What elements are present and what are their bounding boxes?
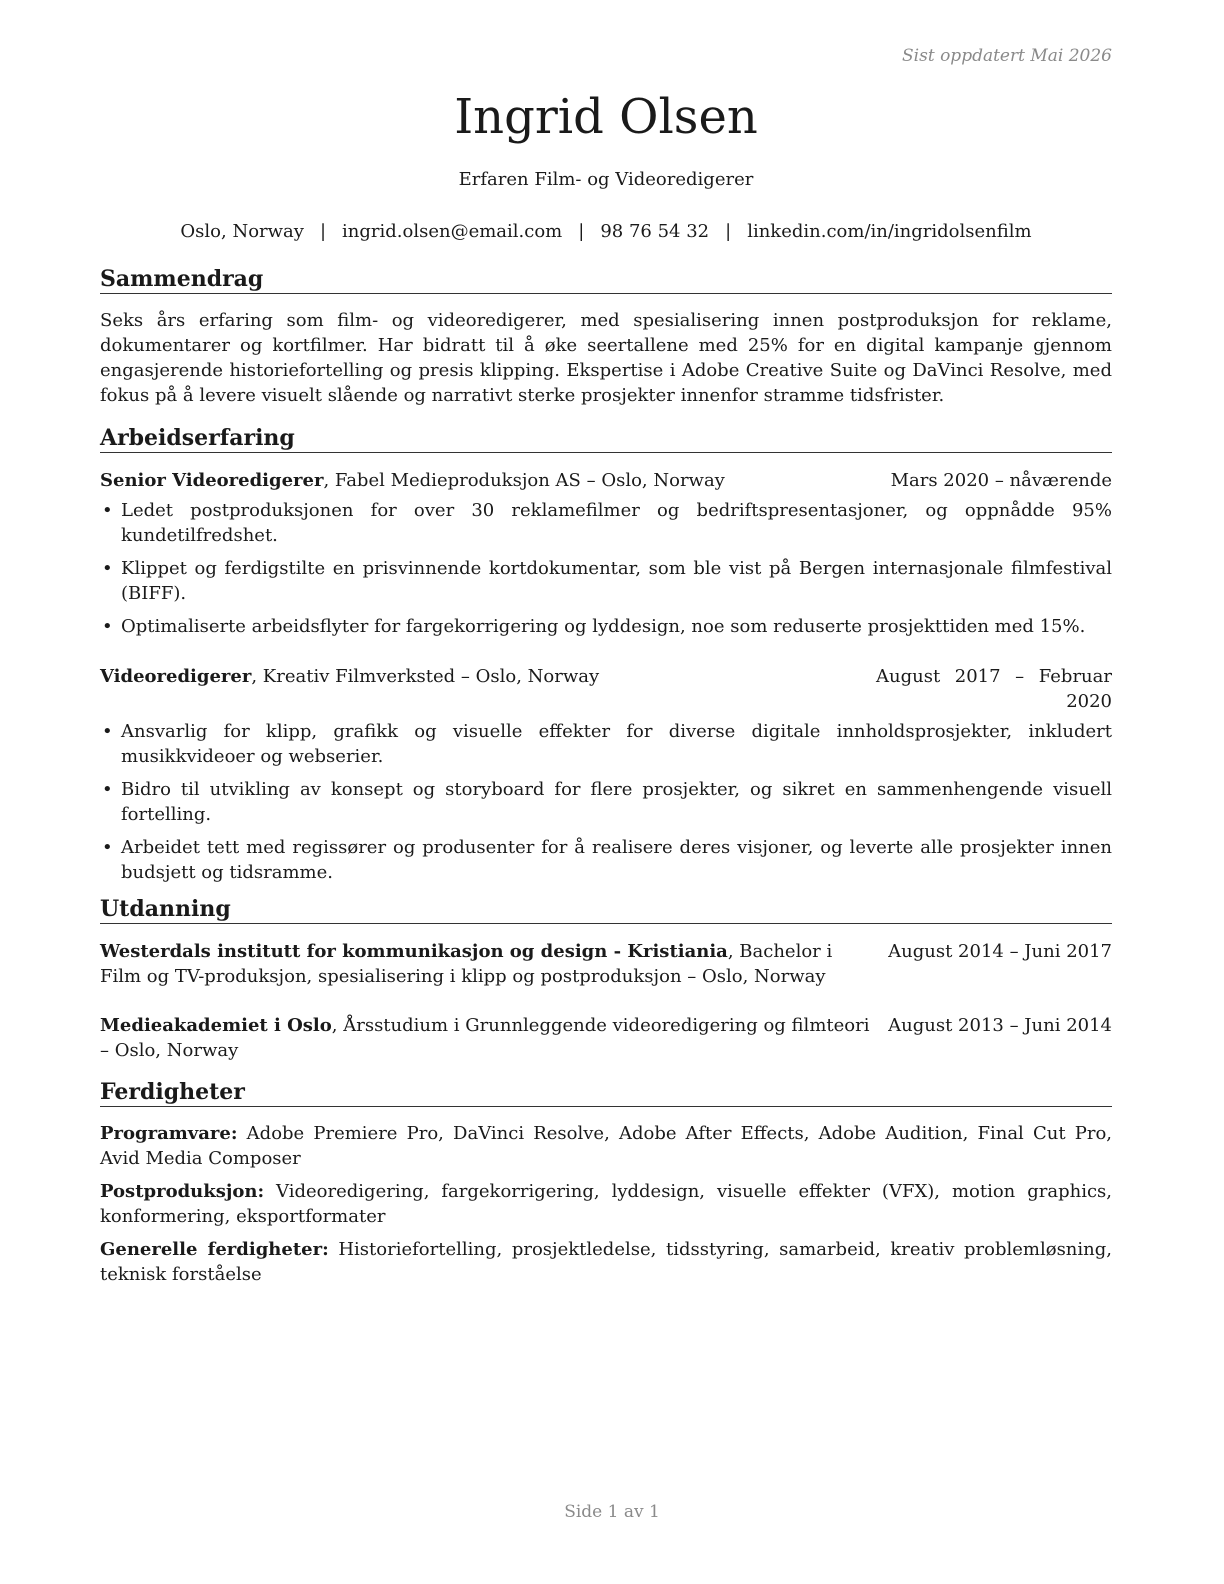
contact-phone: 98 76 54 32 (600, 221, 710, 242)
section-title-skills: Ferdigheter (100, 1078, 1112, 1107)
job-org: , Fabel Medieproduksjon AS – Oslo, Norway (323, 470, 725, 491)
summary-section (100, 265, 1112, 408)
skill-group (100, 1237, 1112, 1287)
job-dates: Mars 2020 – nåværende (890, 470, 1112, 491)
skill-label: Generelle ferdigheter: (100, 1239, 329, 1260)
job-bullet: • Optimaliserte arbeidsflyter for fargekorrigering og lyddesign, noe som reduserte prosjekttiden med 15%. (100, 614, 1112, 639)
skill-label: Programvare: (100, 1123, 238, 1144)
education-entry (100, 1013, 1112, 1063)
work-section (100, 424, 1112, 885)
job-bullet: • Bidro til utvikling av konsept og storyboard for flere prosjekter, og sikret en sammenhengende visuell fortelling. (100, 777, 1112, 827)
education-dates: August 2013 – Juni 2014 (888, 1015, 1112, 1036)
section-title-education: Utdanning (100, 895, 1112, 924)
education-detail: , Årsstudium i Grunnleggende videoredigering og filmteori – Oslo, Norway (100, 1015, 870, 1061)
job-bullet: • Arbeidet tett med regissører og produsenter for å realisere deres visjoner, og leverte alle prosjekter innen budsjett og tidsramme. (100, 835, 1112, 885)
resume-page (100, 0, 1112, 1287)
skills-section (100, 1078, 1112, 1287)
page-footer: Side 1 av 1 (564, 1502, 660, 1522)
education-school: Westerdals institutt for kommunikasjon og design - Kristiania (100, 941, 728, 962)
section-title-work: Arbeidserfaring (100, 424, 1112, 453)
summary-text: Seks års erfaring som film- og videoredigerer, med spesialisering innen postproduksjon for reklame, dokumentarer og kortfilmer. Har bidratt til å øke seertallene med 25% for en digital kampanje gjennom engasjerende historiefortelling og presis klipping. Ekspertise i Adobe Creative Suite og DaVinci Resolve, med fokus på å levere visuelt slående og narrativt sterke prosjekter innenfor stramme tidsfrister. (100, 310, 1112, 406)
education-section (100, 895, 1112, 1063)
job-bullet: • Ansvarlig for klipp, grafikk og visuelle effekter for diverse digitale innholdsprosjekter, inkludert musikkvideoer og webserier. (100, 719, 1112, 769)
candidate-name: Ingrid Olsen (454, 89, 758, 145)
job-role: Senior Videoredigerer (100, 470, 324, 491)
job-entry (100, 664, 1112, 885)
skill-group (100, 1121, 1112, 1171)
contact-separator: | (578, 221, 585, 242)
skill-text: Adobe Premiere Pro, DaVinci Resolve, Adobe After Effects, Adobe Audition, Final Cut Pro, Avid Media Composer (100, 1123, 1112, 1169)
contact-email[interactable]: ingrid.olsen@email.com (342, 221, 563, 242)
job-bullet: • Ledet postproduksjonen for over 30 reklamefilmer og bedriftspresentasjoner, og oppnådde 95% kundetilfredshet. (100, 498, 1112, 548)
skill-label: Postproduksjon: (100, 1181, 265, 1202)
skill-text: Historiefortelling, prosjektledelse, tidsstyring, samarbeid, kreativ problemløsning, teknisk forståelse (100, 1239, 1112, 1285)
contact-linkedin[interactable]: linkedin.com/in/ingridolsenfilm (747, 221, 1032, 242)
skill-text: Videoredigering, fargekorrigering, lyddesign, visuelle effekter (VFX), motion graphics, konformering, eksportformater (100, 1181, 1112, 1227)
job-role: Videoredigerer (100, 666, 252, 687)
contact-location: Oslo, Norway (180, 221, 304, 242)
job-dates: August 2017 – Februar 2020 (876, 666, 1112, 712)
education-dates: August 2014 – Juni 2017 (888, 941, 1112, 962)
education-entry (100, 939, 1112, 989)
contact-line (100, 219, 1112, 244)
job-entry (100, 468, 1112, 639)
contact-separator: | (319, 221, 327, 242)
education-school: Medieakademiet i Oslo (100, 1015, 332, 1036)
job-bullet: • Klippet og ferdigstilte en prisvinnende kortdokumentar, som ble vist på Bergen internasjonale filmfestival (BIFF). (100, 556, 1112, 606)
candidate-title: Erfaren Film- og Videoredigerer (458, 169, 754, 190)
education-detail: , Bachelor i Film og TV-produksjon, spesialisering i klipp og postproduksjon – Oslo, Norway (100, 941, 833, 987)
contact-separator: | (725, 221, 732, 242)
section-title-summary: Sammendrag (100, 265, 1112, 294)
skill-group (100, 1179, 1112, 1229)
last-updated: Sist oppdatert Mai 2026 (902, 46, 1112, 66)
job-org: , Kreativ Filmverksted – Oslo, Norway (251, 666, 600, 687)
